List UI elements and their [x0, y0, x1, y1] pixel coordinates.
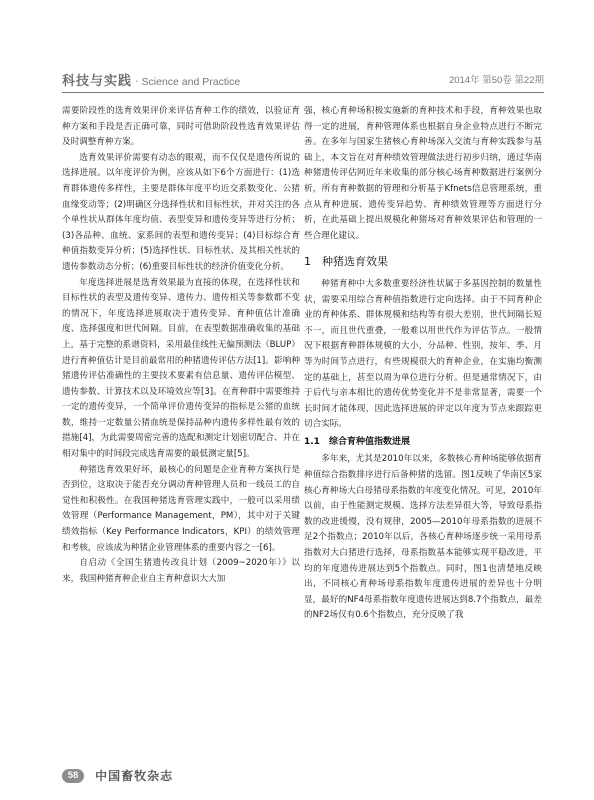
body-paragraph: 多年来，尤其是2010年以来，多数核心育种场能够依据育种值综合指数排序进行后备种猪的选留。图1反映了华南区5家核心育种场大白母猪母系指数的年度变化情况。可见，2010年以前，由于性能测定规模、选择方法差异很大等，导致母系指数的改进缓慢，没有规律，2005—2010年母系指数的进展不足2个指数点；2010年以后，各核心育种场逐步统一采用母系指数对大白猪进行选择，母系指数基本能够实现平稳改进，平均的年度遗传进展达到5个指数点。同时，图1也清楚地反映出，不同核心育种场母系指数年度遗传进展的差异也十分明显，最好的NF4母系指数年度遗传进展达到8.7个指数点，最差的NF2场仅有0.6个指数点，充分反映了我	[304, 454, 542, 621]
body-paragraph: 种猪选育效果好坏，最核心的问题是企业育种方案执行是否到位，这取决于能否充分调动育种管理人员和一线员工的自觉性和积极性。在我国种猪选育管理实践中，一般可以采用绩效管理（Performance Management，PM），其中对于关键绩效指标（Key Performance Indicators，KPI）的绩效管理和考核，应该成为种猪企业管理体系的重要内容之一[6]。	[62, 464, 300, 553]
brand-chinese: 科技与实践	[62, 74, 133, 89]
right-column	[304, 104, 542, 624]
body-paragraph: 种猪育种中大多数重要经济性状属于多基因控制的数量性状，需要采用综合育种值指数进行定向选择。由于不同育种企业的育种体系、群体规模和结构等有很大差别，世代间隔长短不一，而且世代重叠，一般难以用世代作为评估节点。一般情况下根据育种群体规模的大小，分品种、性别，按年、季、月等为时间节点进行，有些规模很大的育种企业，在实施均衡测定的基础上，甚至以周为单位进行分析。但是通常情况下，由于后代与亲本相比的遗传优势变化并不是非常显著，需要一个长时间才能体现，因此选择进展的评定以年度为节点来跟踪更切合实际。	[304, 278, 542, 430]
body-paragraph: 需要阶段性的选育效果评价来评估育种工作的绩效，以验证育种方案和手段是否正确可靠，同时可借助阶段性选育效果评估及时调整育种方案。	[62, 106, 300, 148]
journal-title: 中国畜牧杂志	[95, 769, 174, 783]
body-paragraph: 自启动《全国生猪遗传改良计划（2009~2020年）》以来，我国种猪育种企业自主育种意识大大加	[62, 558, 300, 584]
section-heading: 1 种猪选育效果	[304, 255, 388, 269]
page-footer	[62, 765, 173, 787]
brand-separator: ·	[135, 75, 139, 88]
column-brand	[62, 70, 240, 89]
body-paragraph: 年度选择进展是选育效果最为直接的体现，在选择性状和目标性状的表型及遗传变异、遗传力、遗传相关等参数都不变的情况下，年度选择进展取决于遗传变异、育种值估计准确度、选择强度和世代间隔。目前，在表型数据准确收集的基础上，基于完整的系谱资料，采用最佳线性无偏预测法（BLUP）进行育种值估计是目前最常用的种猪遗传评估方法[1]。影响种猪遗传评估准确性的主要技术要素有信息量、遗传评估模型、遗传参数、计算技术以及环境效应等[3]。在育种群中需要维持一定的遗传变异，一个简单评价遗传变异的指标是公猪的血统数，维持一定数量公猪血统是保持品种内遗传多样性最有效的措施[4]，为此需要周密完善的选配和测定计划密切配合、并在相对集中的时间段完成选育需要的最低测定量[5]。	[62, 277, 300, 460]
left-column	[62, 104, 300, 587]
body-paragraph: 选育效果评价需要有动态的眼观，而不仅仅是遗传所说的选择进展。以年度评价为例，应该从如下6个方面进行：(1)选育群体遗传多样性，主要是群体年度平均近交系数变化、公猪血缘变动等；(2)明确区分选择性状和目标性状，并对关注的各个单性状从群体年度均值、表型变异和遗传变异等进行分析；(3)各品种、血统、家系间的表型和遗传变异；(4)目标综合育种值指数变异分析；(5)选择性状、目标性状、及其相关性状的遗传参数动态分析；(6)重要目标性状的经济价值变化分析。	[62, 152, 300, 272]
issue-info: 2014年 第50卷 第22期	[448, 75, 544, 86]
subsection-heading: 1.1 综合育种值指数进展	[304, 436, 410, 447]
header-rule	[62, 92, 544, 93]
page-header	[62, 70, 544, 92]
brand-english: Science and Practice	[141, 76, 241, 88]
page-number: 58	[62, 769, 84, 783]
body-paragraph: 强，核心育种场积极实施新的育种技术和手段，育种效果也取得一定的进展，育种管理体系也根据自身企业特点进行不断完善。在多年与国家生猪核心育种场深入交流与育种实践参与基础上，本文旨在对育种绩效管理做法进行初步归纳，通过华南种猪遗传评估网近年来收集的部分核心场育种数据进行案例分析，所有育种数据的管理和分析基于Kfnets信息管理系统，重点从育种进展、遗传变异趋势、育种绩效管理等方面进行分析，在此基础上提出规模化种猪场对育种效果评估和管理的一些合理化建议。	[304, 106, 542, 241]
